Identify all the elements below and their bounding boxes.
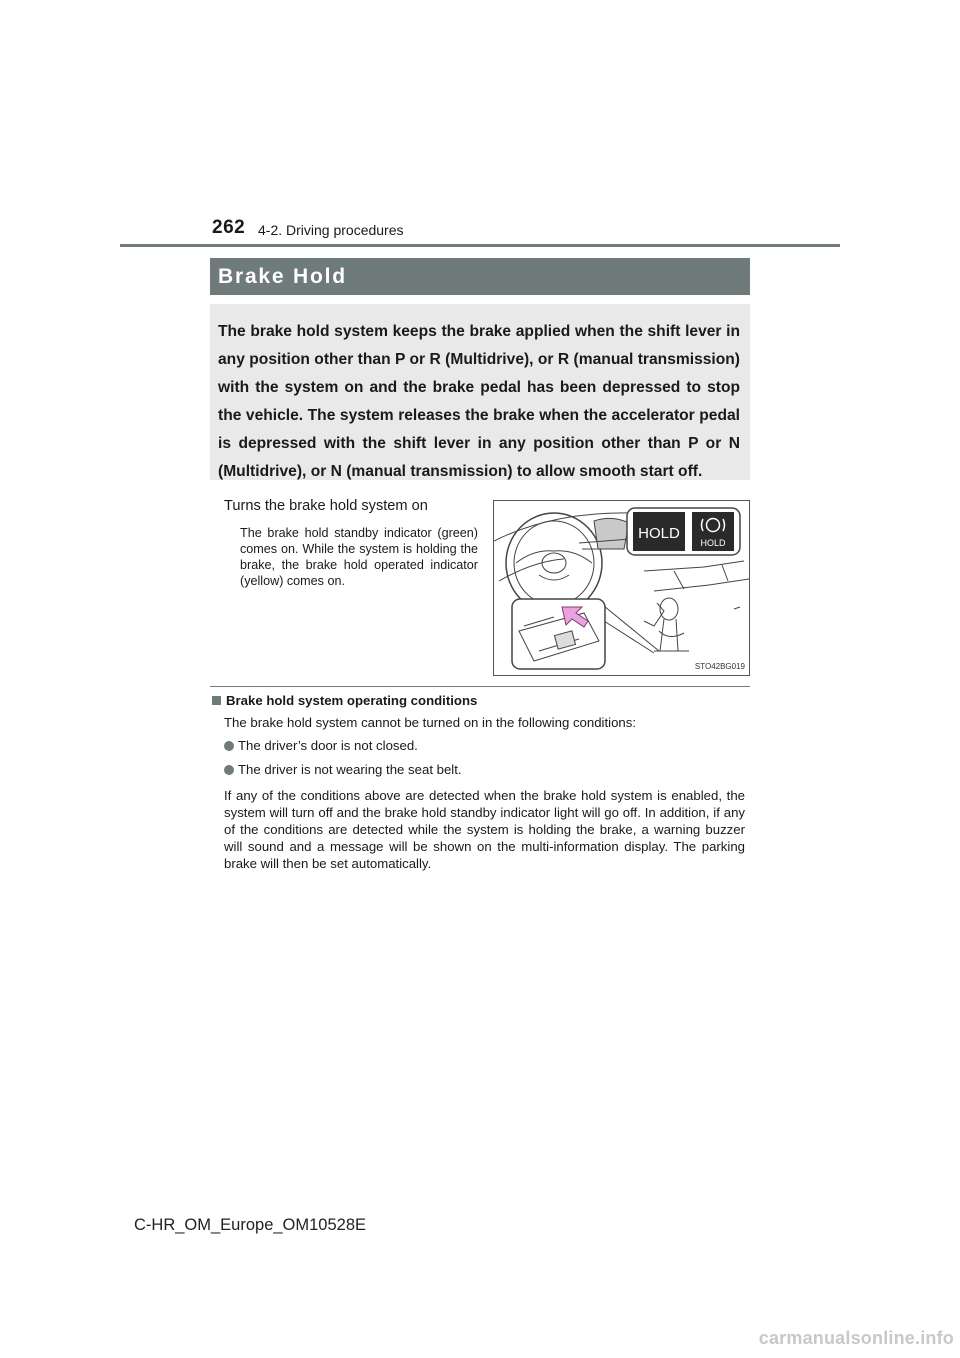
conditions-intro: The brake hold system cannot be turned on in the following conditions:: [224, 715, 636, 730]
section-label: 4-2. Driving procedures: [258, 222, 404, 238]
header-rule: [120, 244, 840, 247]
intro-box: [210, 304, 750, 480]
section-divider: [210, 686, 750, 687]
page-number: 262: [212, 217, 246, 238]
conditions-heading-text: Brake hold system operating conditions: [226, 693, 478, 708]
section-title: Brake Hold: [218, 264, 347, 288]
conditions-body: If any of the conditions above are detected when the brake hold system is enabled, the system will turn off and the brake hold standby indicator light will go off. In addition, if any of the conditions are detected while the system is holding the brake, a warning buzzer will sound and a message will be shown on the multi-information display. The parking brake will then be set automatically.: [224, 788, 745, 871]
switch-callout: [512, 599, 605, 669]
watermark: carmanualsonline.info: [758, 1328, 954, 1348]
step-description: The brake hold standby indicator (green) comes on. While the system is holding the brake, the brake hold operated indicator (yellow) comes on.: [240, 526, 478, 588]
brake-hold-icon-label: HOLD: [700, 538, 726, 548]
intro-text: The brake hold system keeps the brake applied when the shift lever in any position other than P or R (Multidrive), or R (manual transmission) with the system on and the brake pedal has been depressed to stop the vehicle. The system releases the brake when the accelerator pedal is depressed with the shift lever in any position other than P or N (Multidrive), or N (manual transmission) to allow smooth start off.: [218, 323, 740, 480]
circle-bullet-icon: [224, 765, 234, 775]
conditions-heading: [212, 693, 477, 708]
document-id: C-HR_OM_Europe_OM10528E: [134, 1216, 367, 1234]
square-bullet-icon: [212, 696, 221, 705]
list-item: [224, 738, 418, 753]
hold-text-indicator-label: HOLD: [638, 525, 680, 542]
dashboard-illustration: [493, 500, 750, 676]
step-title: Turns the brake hold system on: [224, 498, 428, 514]
list-item-text: The driver is not wearing the seat belt.: [238, 762, 462, 777]
figure-code: STO42BG019: [694, 662, 745, 671]
section-title-bar: [210, 258, 750, 295]
list-item: [224, 762, 462, 777]
circle-bullet-icon: [224, 741, 234, 751]
list-item-text: The driver’s door is not closed.: [238, 738, 418, 753]
dashboard-drawing: [494, 501, 749, 675]
indicator-callout: [627, 508, 740, 555]
